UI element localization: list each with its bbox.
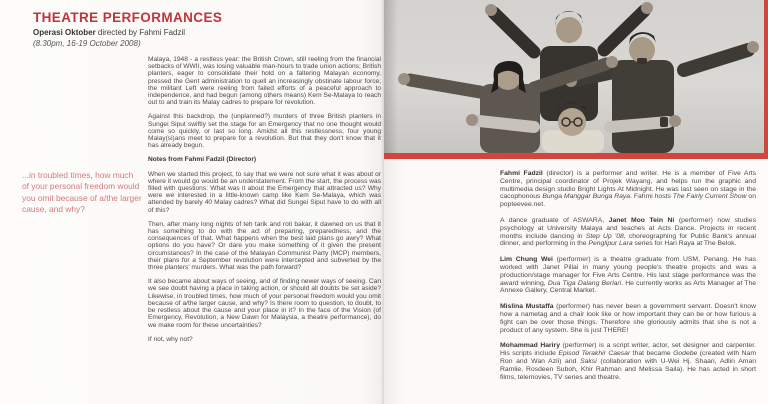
bio-mislina-mustaffa: Mislina Mustaffa (performer) has never been a government servant. Doesn't know how a nametag and a chair look like or how important they can be or how furious a fight can be over those things. Therefore she gloriously admits that she is not a product of any system. She is just THERE! — [500, 303, 756, 334]
synopsis-and-notes-column — [148, 56, 381, 350]
bio-lim-chung-wei: Lim Chung Wei (performer) is a theatre graduate from USM, Penang. He has worked with Janet Pillai in many young people's theatre projects and was a production/stage manager for Five Arts Centre. His last stage performance was the award winning, Dua Tiga Dalang Berlari. He currently works as Arts Manager at The Annexe Gallery, Central Market. — [500, 256, 757, 295]
bio-mohammad-hariry: Mohammad Hariry (performer) is a script writer, actor, set designer and carpenter. His scripts include Episod Terakhir Caesar that became Godebe (created with Nam Ron and Wan Azli) and Saksi (collaboration with U-Wei Hj. Shaari, Adlin Aman Ramlie, Rosdeen Suboh, Khir Rahman and Melissa Saila). He has acted in short films, telemovies, TV series and theatre. — [500, 342, 757, 381]
performers-photo — [384, 0, 768, 153]
bio-janet-moo-tein-ni: A dance graduate of ASWARA, Janet Moo Tein Ni (performer) now studies psychology at University Malaya and teaches at Acts Dance. Projects in recent months include dancing in Step Up '08, choreographing for Public Bank's annual dinner, and performing in the Penglipur Lara series for Hari Raya at The Belok. — [500, 216, 757, 248]
synopsis-paragraph: Malaya, 1948 - a restless year: the British Crown, still reeling from the financial setbacks of WWII, was losing valuable man-hours to trade union actions; British planters, eager to consolidate their hold on a faltering Malayan economy, pressed the Gent administration to quell an increasingly obstinate labour force; the militant Left were reeling from failed efforts of a peaceful approach to independence, and had begun (among others means) Kem Se-Malaya to reach out to and train its Malay cadres to prepare for revolution. — [148, 56, 381, 107]
photo-red-edge-strip — [764, 0, 768, 153]
page-header — [33, 10, 363, 48]
right-page — [384, 0, 768, 404]
cast-bios-column — [500, 170, 756, 389]
director-notes-paragraph: Then, after many long nights of teh tarik and roti bakar, it dawned on us that it has something to do with the act of preparing, preparedness, and the consequences of that. What happens when the best laid plans go awry? What options do you have? Or dare you make something of it given the present circumstances? In the case of the Malayan Communist Party (MCP) members, their plans for a September revolution were intercepted and subverted by the three planters' murders. What was the path forward? — [148, 220, 381, 272]
director-notes-paragraph: When we started this project, to say that we were not sure what it was about or where it would go would be an understatement. From the start, the process was filled with questions: What was it about the Emergency that attracted us? Why were we interested in a little-known camp like Kem Se-Malaya, which was attended by barely 40 Malay cadres? What did Sungei Siput have to do with all of this? — [148, 170, 381, 214]
photo-red-divider — [384, 153, 768, 159]
page-title: THEATRE PERFORMANCES — [33, 10, 223, 25]
show-datetime: (8.30pm, 16-19 October 2008) — [33, 39, 141, 48]
synopsis-paragraph: Against this backdrop, the (unplanned?) murders of three British planters in Sungei Siput swiftly set the stage for an Emergency that no one thought would come so quickly, or last so long. Amidst all this restlessness, four young Malay(si)ans meet to prepare for a revolution. But that they don't know that it has already begun. — [148, 113, 381, 150]
pull-quote: ...in troubled times, how much of your personal freedom would you omit because of a/the larger cause, and why? — [22, 170, 142, 215]
closing-line: If not, why not? — [148, 335, 193, 343]
director-notes-heading: Notes from Fahmi Fadzil (Director) — [148, 156, 257, 164]
bio-fahmi-fadzil: Fahmi Fadzil (director) is a performer and writer. He is a member of Five Arts Centre, principal coordinator of Projek Wayang, and helps run the graphic and multimedia design studio Bright Lights At Midnight. He was last seen on stage in the cacophonous Bunga Manggar Bunga Raya. Fahmi hosts The Fairly Current Show on popteevee.net. — [500, 170, 756, 209]
director-notes-paragraph: It also became about ways of seeing, and of finding newer ways of seeing. Can we see doubt having a place in taking action, or should all doubts be set aside? Likewise, in troubled times, how much of your personal freedom would you omit because of a/the larger cause, and why? Is there room to question, to doubt, to be restless about the cause and your place in it? In the face of the Vision (of Emergency, Revolution, a New Dawn for Malaysia, a theatre performance), do we make room for these uncertainties? — [148, 278, 381, 329]
show-title-line: Operasi Oktober directed by Fahmi Fadzil — [33, 28, 186, 37]
